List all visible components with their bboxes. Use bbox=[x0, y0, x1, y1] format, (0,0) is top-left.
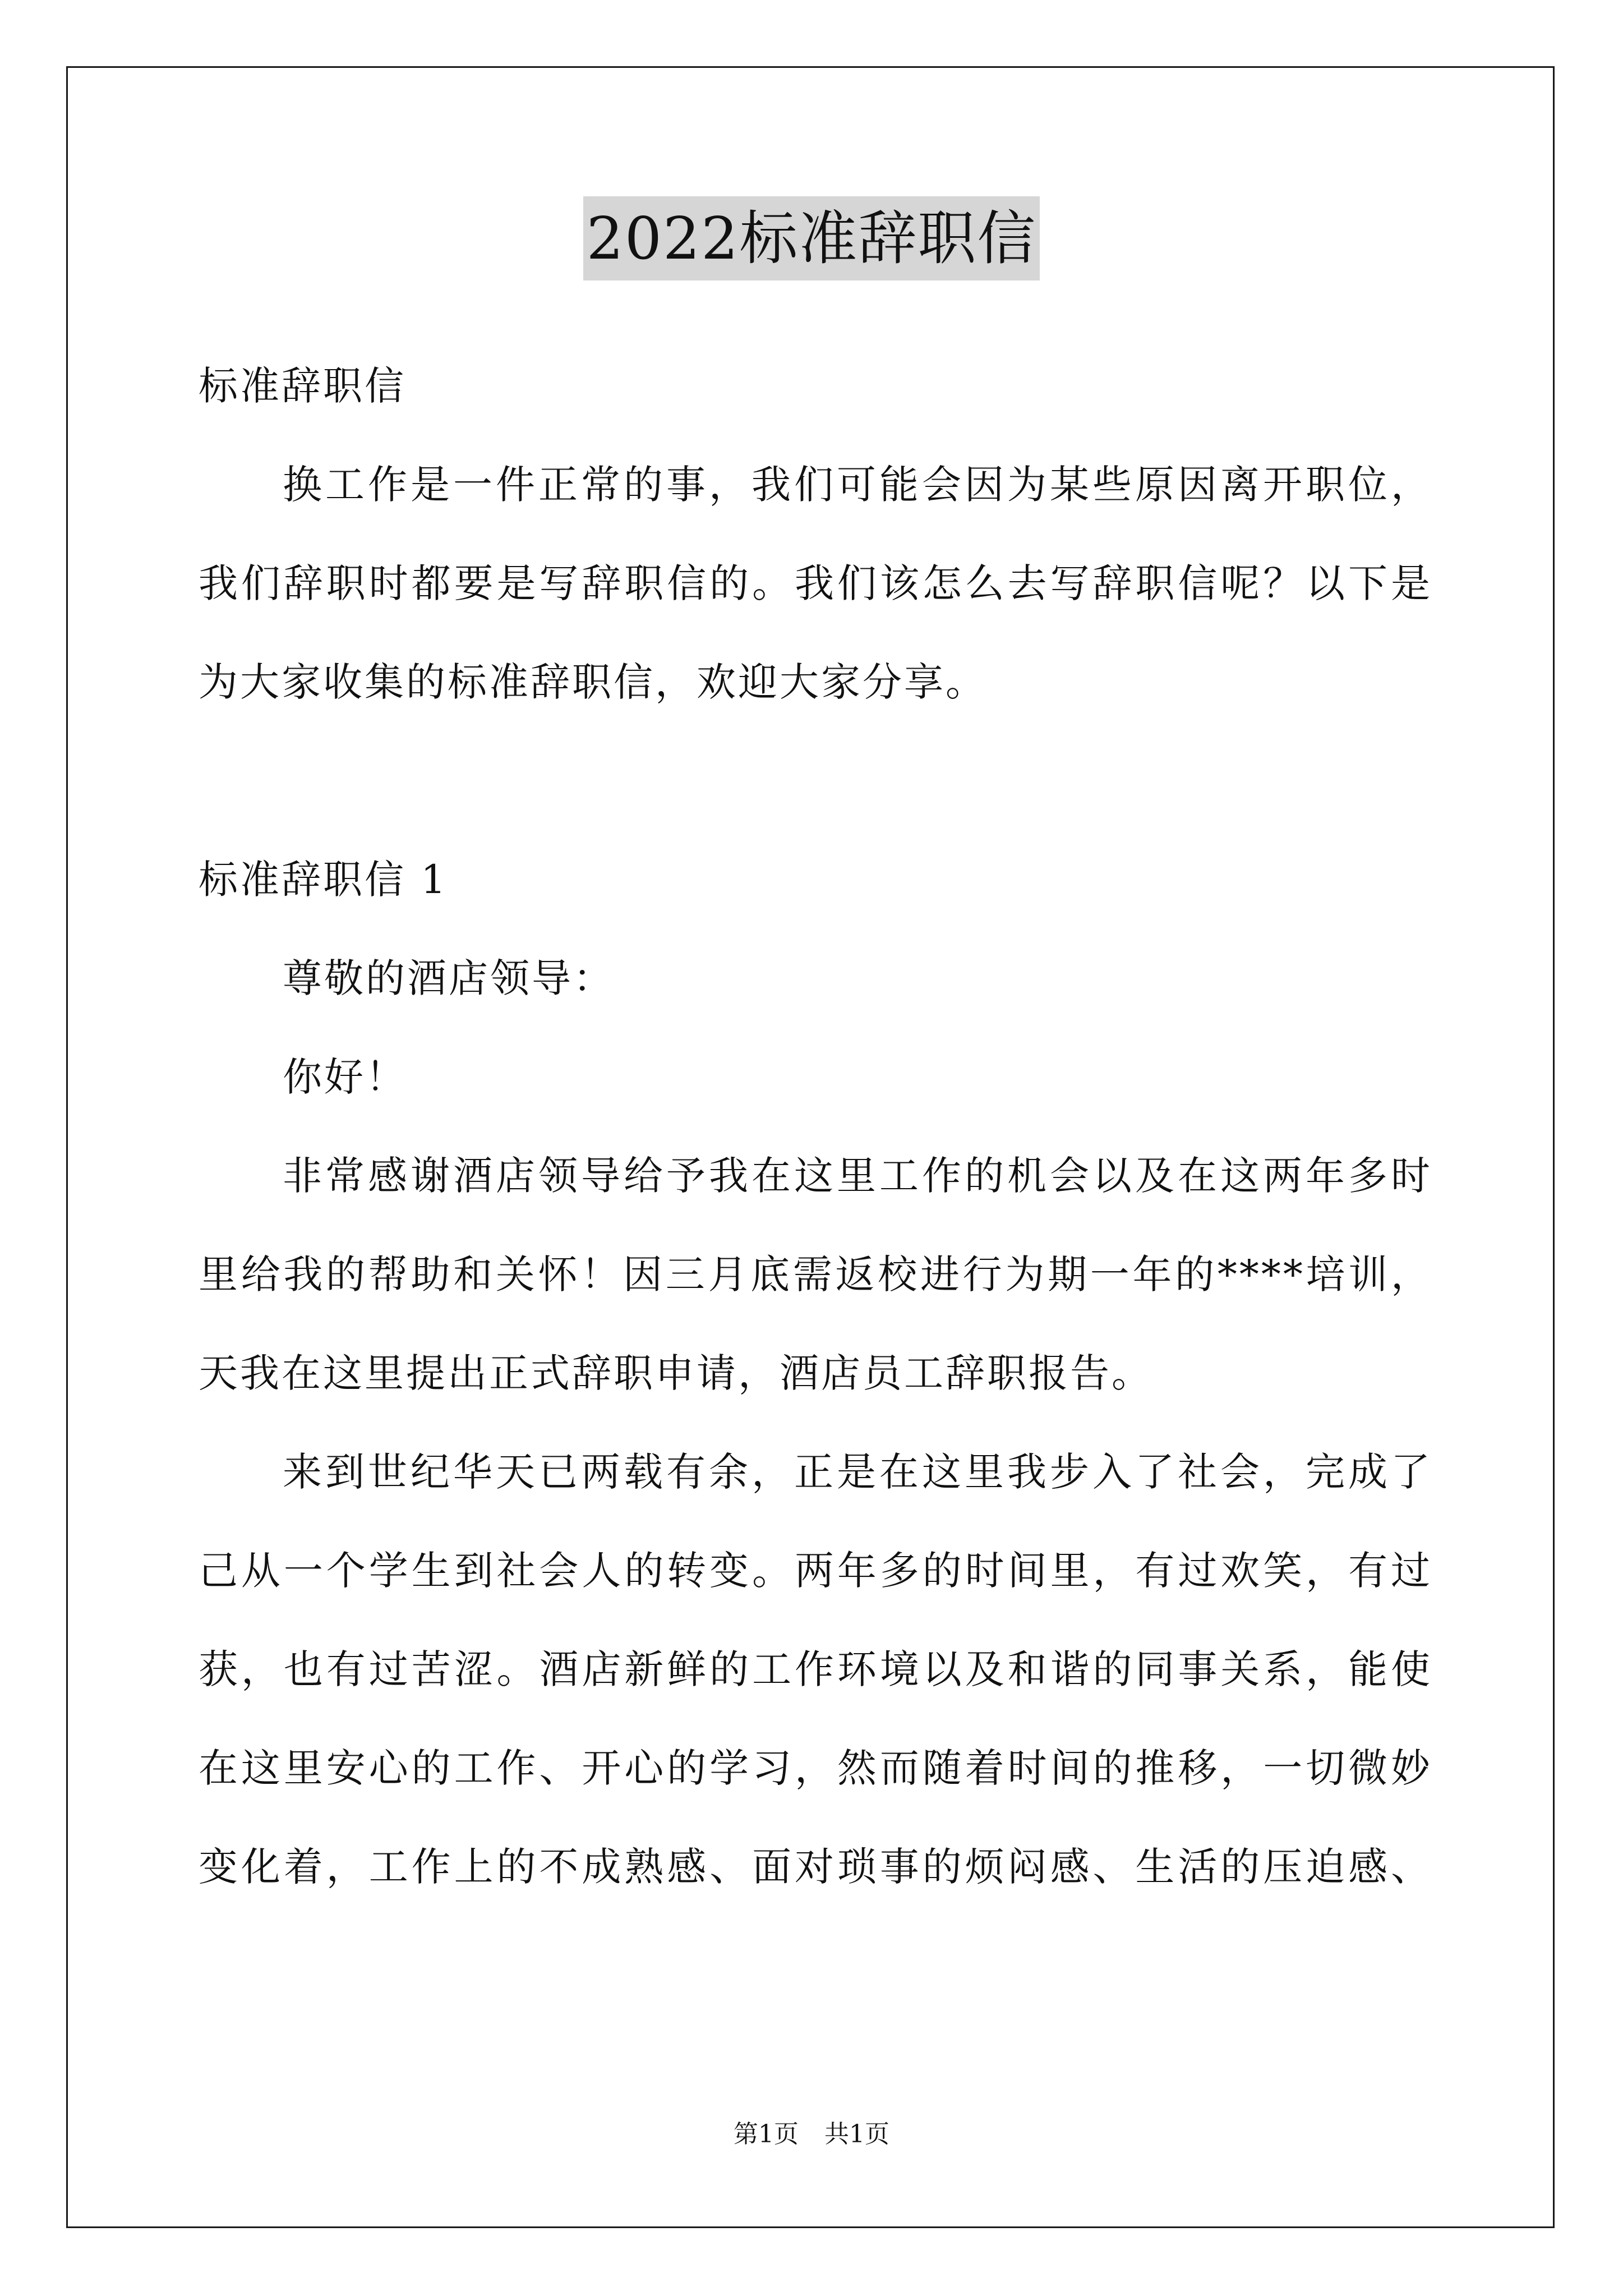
text-line: 非常感谢酒店领导给予我在这里工作的机会以及在这两年多时 bbox=[283, 1153, 1432, 1199]
text-line: 尊敬的酒店领导： bbox=[283, 955, 615, 1001]
text-line: 在这里安心的工作、开心的学习，然而随着时间的推移，一切微妙 bbox=[199, 1745, 1432, 1791]
text-line: 天我在这里提出正式辞职申请，酒店员工辞职报告。 bbox=[199, 1350, 1153, 1396]
text-line: 你好！ bbox=[283, 1054, 407, 1100]
paragraph-gap bbox=[199, 731, 1432, 830]
text-line: 里给我的帮助和关怀！因三月底需返校进行为期一年的****培训， bbox=[199, 1251, 1432, 1297]
document-title: 2022标准辞职信 bbox=[583, 196, 1040, 280]
document-body bbox=[199, 337, 1432, 1916]
page-number: 第1页 bbox=[734, 2120, 799, 2148]
text-line: 己从一个学生到社会人的转变。两年多的时间里，有过欢笑，有过 bbox=[199, 1548, 1432, 1594]
page-footer bbox=[0, 2118, 1623, 2151]
text-line: 来到世纪华天已两载有余，正是在这里我步入了社会，完成了 bbox=[283, 1449, 1432, 1495]
text-line: 我们辞职时都要是写辞职信的。我们该怎么去写辞职信呢？以下是 bbox=[199, 560, 1432, 606]
page-total: 共1页 bbox=[824, 2120, 889, 2148]
text-line: 变化着，工作上的不成熟感、面对琐事的烦闷感、生活的压迫感、 bbox=[199, 1844, 1432, 1890]
text-line: 获，也有过苦涩。酒店新鲜的工作环境以及和谐的同事关系，能使 bbox=[199, 1646, 1432, 1692]
text-line: 标准辞职信 bbox=[199, 363, 406, 409]
text-line: 换工作是一件正常的事，我们可能会因为某些原因离开职位， bbox=[283, 462, 1432, 508]
text-line: 为大家收集的标准辞职信，欢迎大家分享。 bbox=[199, 659, 987, 705]
text-line: 标准辞职信 1 bbox=[199, 857, 448, 903]
title-container bbox=[0, 196, 1623, 280]
